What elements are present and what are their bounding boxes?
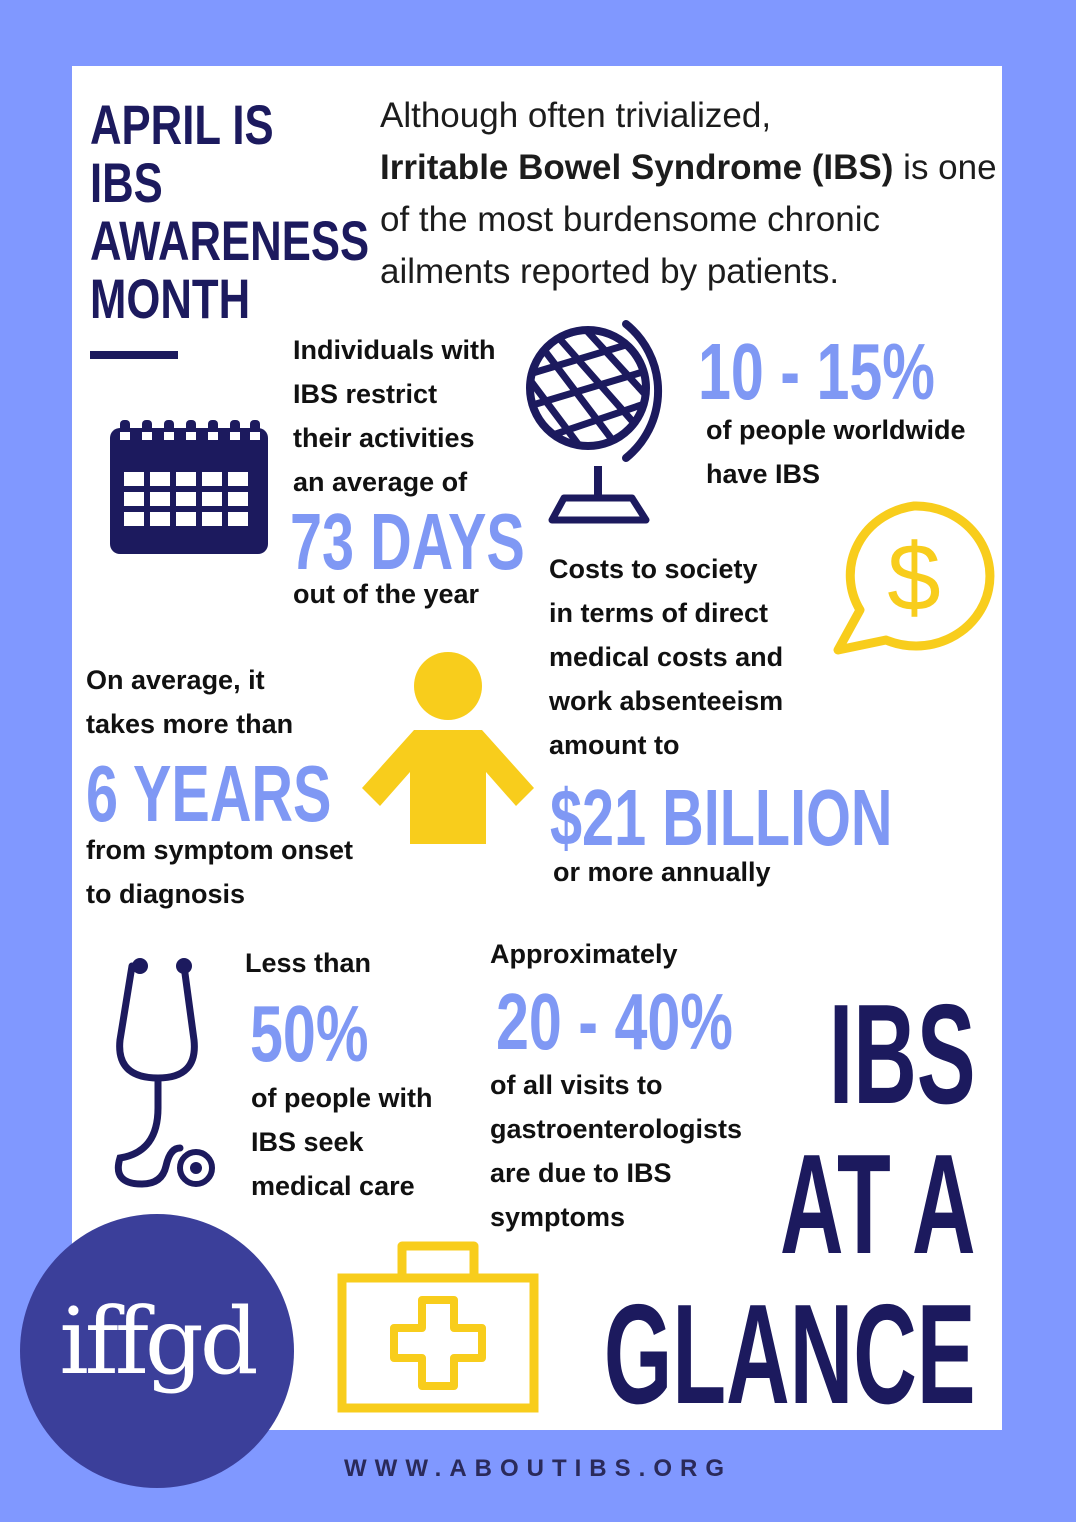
svg-text:$: $ <box>887 524 941 631</box>
globe-icon <box>526 318 666 522</box>
medical-kit-icon <box>336 1238 540 1414</box>
visits-tail-line: gastroenterologists <box>490 1114 743 1144</box>
visits-value: 20 - 40% <box>496 977 733 1066</box>
diagnosis-lead <box>86 658 293 746</box>
iffgd-logo-text: iffgd <box>59 1288 255 1395</box>
title-line: AWARENESS <box>90 209 370 272</box>
activities-lead-line: an average of <box>293 467 468 497</box>
activities-lead-line: IBS restrict <box>293 379 438 409</box>
costs-lead-line: in terms of direct <box>549 598 769 628</box>
diagnosis-value: 6 YEARS <box>86 749 332 838</box>
worldwide-tail <box>706 408 966 496</box>
intro-bold-text: Irritable Bowel Syndrome (IBS) <box>380 148 894 187</box>
intro-line: of the most burdensome chronic <box>380 200 880 239</box>
visits-lead: Approximately <box>490 939 678 969</box>
intro-line <box>380 142 1000 194</box>
worldwide-value: 10 - 15% <box>698 327 935 416</box>
dollar-bubble-icon <box>832 498 998 654</box>
costs-value: $21 BILLION <box>550 773 893 862</box>
person-icon <box>352 650 544 846</box>
costs-lead-line: amount to <box>549 730 680 760</box>
care-value: 50% <box>250 989 369 1078</box>
activities-lead <box>293 328 496 504</box>
title-underline <box>90 351 178 359</box>
care-tail-line: IBS seek <box>251 1127 364 1157</box>
headline-line: AT A <box>780 1125 976 1284</box>
calendar-icon <box>110 420 270 556</box>
visits-tail-line: symptoms <box>490 1202 626 1232</box>
care-tail-line: of people with <box>251 1083 433 1113</box>
page-title <box>90 93 370 330</box>
worldwide-tail-line: have IBS <box>706 459 821 489</box>
intro-paragraph <box>380 90 1000 298</box>
website-url[interactable]: WWW.ABOUTIBS.ORG <box>344 1455 732 1482</box>
diagnosis-tail <box>86 828 353 916</box>
care-lead: Less than <box>245 948 372 978</box>
costs-lead-line: medical costs and <box>549 642 784 672</box>
costs-lead-line: work absenteeism <box>549 686 784 716</box>
diagnosis-lead-line: On average, it <box>86 665 265 695</box>
visits-tail-line: of all visits to <box>490 1070 663 1100</box>
diagnosis-tail-line: from symptom onset <box>86 835 354 865</box>
title-line: MONTH <box>90 267 251 330</box>
intro-line: ailments reported by patients. <box>380 252 840 291</box>
costs-lead-line: Costs to society <box>549 554 758 584</box>
title-line: IBS <box>90 151 163 214</box>
activities-tail: out of the year <box>293 579 480 609</box>
headline-line: IBS <box>829 975 976 1134</box>
visits-tail-line: are due to IBS <box>490 1158 672 1188</box>
intro-text: is one <box>893 148 997 187</box>
stethoscope-icon <box>106 952 226 1190</box>
worldwide-tail-line: of people worldwide <box>706 415 966 445</box>
activities-value: 73 DAYS <box>290 497 525 586</box>
care-tail-line: medical care <box>251 1171 415 1201</box>
title-line: APRIL IS <box>90 93 274 156</box>
costs-lead <box>549 547 783 767</box>
costs-tail: or more annually <box>553 857 771 887</box>
diagnosis-tail-line: to diagnosis <box>86 879 246 909</box>
intro-line: Although often trivialized, <box>380 96 772 135</box>
activities-lead-line: Individuals with <box>293 335 496 365</box>
diagnosis-lead-line: takes more than <box>86 709 294 739</box>
activities-lead-line: their activities <box>293 423 475 453</box>
headline-line: GLANCE <box>604 1275 976 1434</box>
